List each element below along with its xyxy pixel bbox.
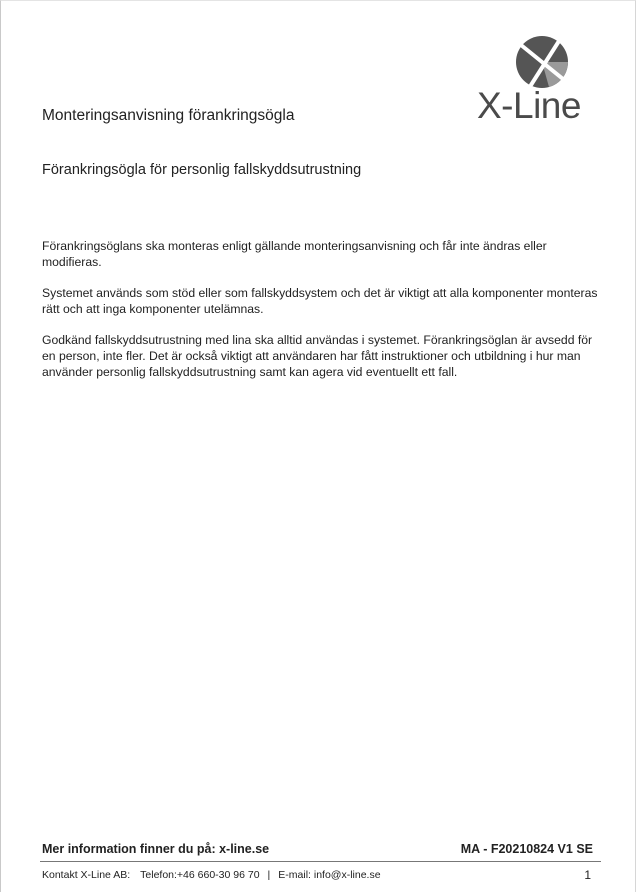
page-title: Monteringsanvisning förankringsögla xyxy=(42,107,295,124)
logo-wordmark: X-Line xyxy=(477,85,581,126)
body-text xyxy=(42,239,602,396)
page-subtitle: Förankringsögla för personlig fallskyddsutrustning xyxy=(42,162,362,178)
contact-email: E-mail: info@x-line.se xyxy=(278,869,381,881)
paragraph: Systemet används som stöd eller som fallskyddsystem och det är viktigt att alla komponenter monteras rätt och att inga komponenter utelämnas. xyxy=(42,286,598,316)
footer-info: Mer information finner du på: x-line.se xyxy=(42,842,270,856)
footer-contact xyxy=(42,869,381,881)
contact-label: Kontakt X-Line AB: xyxy=(42,869,131,881)
paragraph: Godkänd fallskyddsutrustning med lina ska alltid användas i systemet. Förankringsöglan är avsedd för en person, inte fler. Det är också viktigt att användaren har fått instruktioner och utbildning i hur man använder personlig fallskyddsutrustning samt kan agera vid eventuellt ett fall. xyxy=(42,333,593,379)
page-number: 1 xyxy=(584,868,591,882)
contact-phone: Telefon:+46 660-30 96 70 xyxy=(140,869,260,881)
x-line-logo-icon xyxy=(515,35,569,89)
document-id: MA - F20210824 V1 SE xyxy=(460,842,593,856)
paragraph: Förankringsöglans ska monteras enligt gällande monteringsanvisning och får inte ändras eller modifieras. xyxy=(42,239,547,269)
x-line-logo xyxy=(477,35,603,127)
contact-separator: | xyxy=(267,869,271,881)
footer-divider xyxy=(40,861,601,862)
